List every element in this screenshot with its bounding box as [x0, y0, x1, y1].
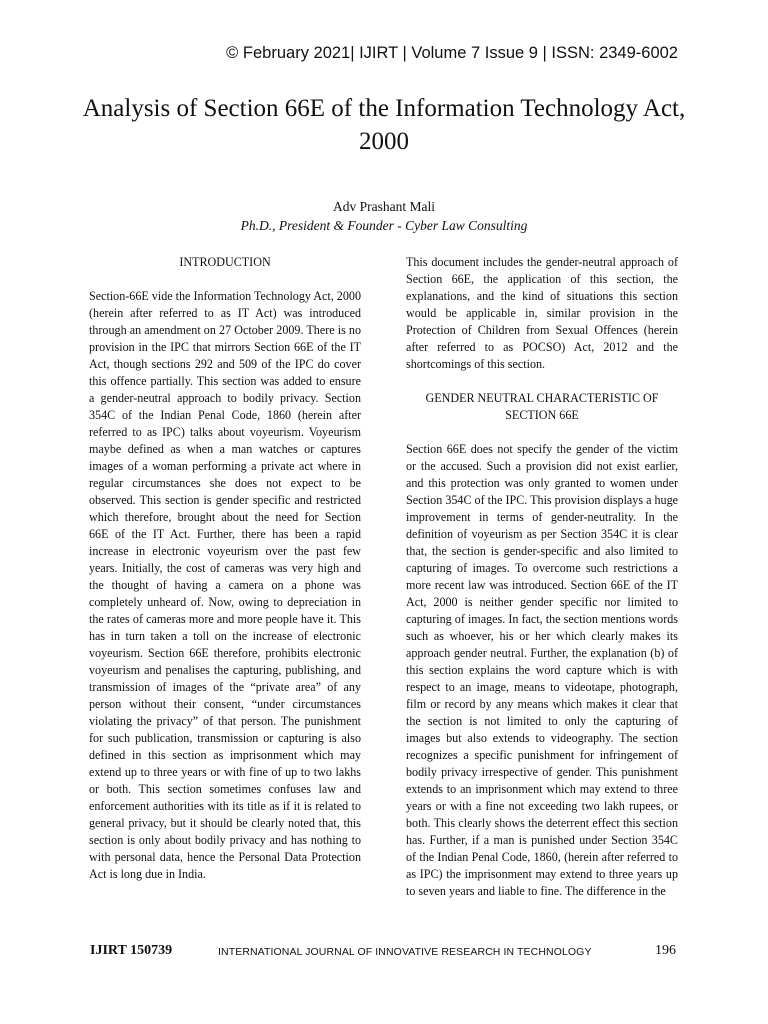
left-column	[89, 254, 361, 883]
introduction-paragraph: Section-66E vide the Information Technology Act, 2000 (herein after referred to as IT Act) was introduced through an amendment on 27 October 2009. There is no provision in the IPC that mirrors Section 66E of the IT Act, though sections 292 and 509 of the IPC do cover this offence partially. This section was added to ensure a gender-neutral approach to bodily privacy. Section 354C of the Indian Penal Code, 1860 (herein after referred to as IPC) talks about voyeurism. Voyeurism maybe defined as when a man watches or captures images of a woman performing a private act where in regular circumstances she does not expect to be observed. This section is gender specific and restricted which therefore, brought about the need for Section 66E of the IT Act. Further, there has been a rapid increase in electronic voyeurism over the past few years. Initially, the cost of cameras was very high and the thought of having a camera on a phone was completely unheard of. Now, owing to depreciation in the rates of cameras more and more people have it. This has in turn taken a toll on the increase of electronic voyeurism. Section 66E therefore, prohibits electronic voyeurism and penalises the capturing, publishing, and transmission of images of the “private area” of any person without their consent, “under circumstances violating the privacy” of that person. The punishment for such publication, transmission or capturing is also defined in this section as imprisonment which may extend up to three years or with fine of up to two lakhs or both. This section sometimes confuses law and enforcement authorities with its title as if it is related to general privacy, but it should be clearly noted that, this section is only about bodily privacy and has nothing to with personal data, hence the Personal Data Protection Act is long due in India.	[89, 289, 361, 881]
author-name: Adv Prashant Mali	[333, 199, 435, 214]
article-title: Analysis of Section 66E of the Information Technology Act, 2000	[82, 95, 686, 155]
introduction-heading: INTRODUCTION	[179, 255, 271, 269]
gender-neutral-heading: GENDER NEUTRAL CHARACTERISTIC OF SECTION 66E	[425, 391, 659, 422]
journal-citation-header: © February 2021| IJIRT | Volume 7 Issue 9 | ISSN: 2349-6002	[226, 44, 678, 62]
right-column	[406, 254, 678, 900]
document-scope-paragraph: This document includes the gender-neutral approach of Section 66E, the application of this section, the explanations, and the kind of situations this section would be applicable in, similar provision in the Protection of Children from Sexual Offences (herein after referred to as POCSO) Act, 2012 and the shortcomings of this section.	[406, 255, 678, 371]
author-affiliation: Ph.D., President & Founder - Cyber Law Consulting	[240, 218, 528, 233]
gender-neutral-paragraph: Section 66E does not specify the gender of the victim or the accused. Such a provision did not exist earlier, and this protection was only granted to women under Section 354C of the IPC. This provision displays a huge improvement in terms of gender-neutrality. In the definition of voyeurism as per Section 354C it is clear that, the section is gender-specific and also limited to capturing of images. To overcome such restrictions a more recent law was introduced. Section 66E of the IT Act, 2000 is neither gender specific nor limited to capturing of images. In fact, the section mentions words such as whoever, his or her which clearly makes its approach gender neutral. Further, the explanation (b) of this section explains the word capture which is with respect to an image, means to videotape, photograph, film or record by any means which makes it clear that the section is not limited to only the capturing of images but also extends to videography. The section recognizes a specific punishment for infringement of bodily privacy irrespective of gender. This punishment extends to an imprisonment which may extend to three years or with a fine not exceeding two lakh rupees, or both. This clearly shows the deterrent effect this section has. Further, if a man is punished under Section 354C of the Indian Penal Code, 1860, (herein after referred to as IPC) the imprisonment may extend to three years up to seven years and liable to fine. The difference in the	[406, 442, 678, 898]
footer-page-number: 196	[655, 943, 676, 958]
footer-paper-id: IJIRT 150739	[90, 943, 173, 958]
footer-journal-name: INTERNATIONAL JOURNAL OF INNOVATIVE RESEARCH IN TECHNOLOGY	[218, 946, 592, 958]
